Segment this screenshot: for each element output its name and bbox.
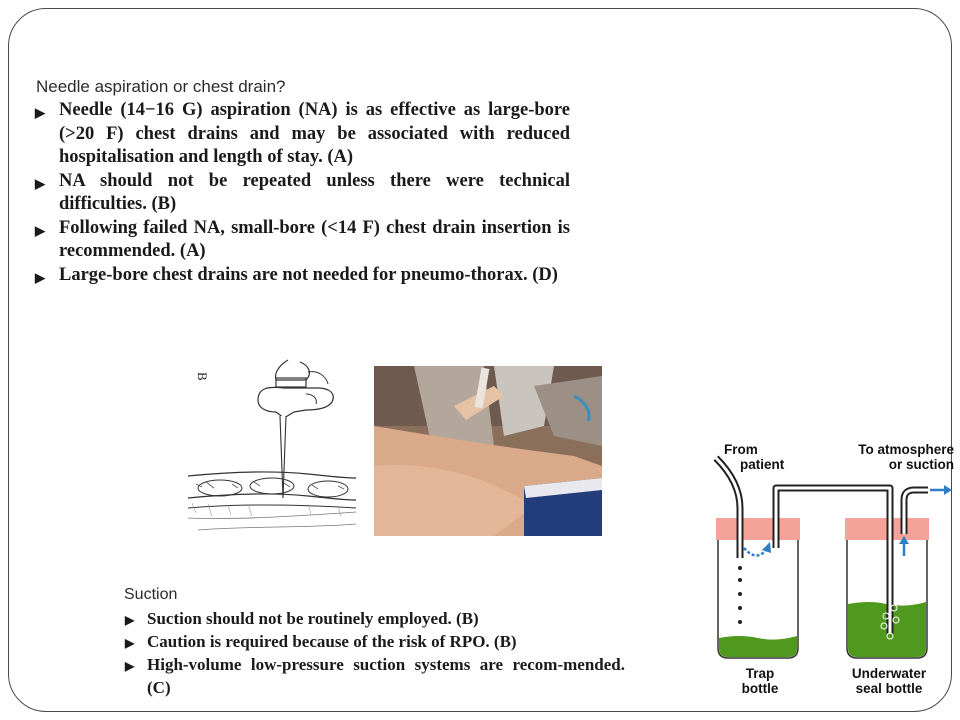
bullet-arrow-icon: ▶ [125, 636, 135, 650]
bullet-arrow-icon: ▶ [125, 659, 135, 673]
suction-bullet-2-text: Caution is required because of the risk of RPO. (B) [147, 632, 517, 651]
seal-bottle-label-line1: Underwater [851, 666, 927, 681]
trap-bottle-label-line1: Trap [745, 666, 775, 681]
needle-bullet-list [35, 99, 570, 287]
needle-aspiration-photo [374, 366, 602, 536]
bullet-arrow-icon: ▶ [125, 613, 135, 627]
suction-bullet-2 [125, 630, 625, 653]
bullet-arrow-icon: ▶ [35, 105, 45, 120]
needle-bullet-1-text: Needle (14−16 G) aspiration (NA) is as effective as large-bore (>20 F) chest drains and may be associated with reduced hospitalisation and length of stay. (A) [59, 100, 570, 167]
to-atmosphere-label-line2: or suction [888, 457, 954, 472]
bullet-arrow-icon: ▶ [35, 175, 45, 191]
from-patient-label-line2: patient [740, 457, 785, 472]
suction-bullet-1 [125, 607, 625, 630]
trap-bottle-label-line2: bottle [741, 681, 779, 696]
seal-bottle-label-line2: seal bottle [855, 681, 923, 696]
needle-bullet-2 [35, 170, 570, 217]
needle-bullet-4 [35, 264, 570, 288]
suction-bullet-list [125, 607, 625, 699]
needle-bullet-3 [35, 217, 570, 264]
from-patient-label-line1: From [724, 442, 758, 457]
suction-bullet-1-text: Suction should not be routinely employed. (B) [147, 609, 479, 628]
sketch-panel-letter: B [195, 372, 210, 381]
needle-insertion-sketch [188, 358, 356, 538]
needle-bullet-1 [35, 99, 570, 170]
suction-section-title: Suction [124, 586, 178, 603]
two-bottle-drain-diagram [700, 438, 958, 708]
suction-bullet-3-text: High-volume low-pressure suction systems are recom-mended. (C) [147, 655, 625, 697]
needle-section-title: Needle aspiration or chest drain? [36, 77, 286, 96]
suction-bullet-3 [125, 653, 625, 699]
needle-bullet-3-text: Following failed NA, small-bore (<14 F) chest drain insertion is recommended. (A) [59, 217, 570, 261]
needle-bullet-4-text: Large-bore chest drains are not needed for pneumo-thorax. (D) [59, 264, 558, 285]
bullet-arrow-icon: ▶ [35, 269, 45, 285]
trap-bottle-band [716, 518, 800, 540]
bullet-arrow-icon: ▶ [35, 222, 45, 238]
needle-bullet-2-text: NA should not be repeated unless there were technical difficulties. (B) [59, 170, 570, 214]
to-atmosphere-label-line1: To atmosphere [858, 442, 954, 457]
